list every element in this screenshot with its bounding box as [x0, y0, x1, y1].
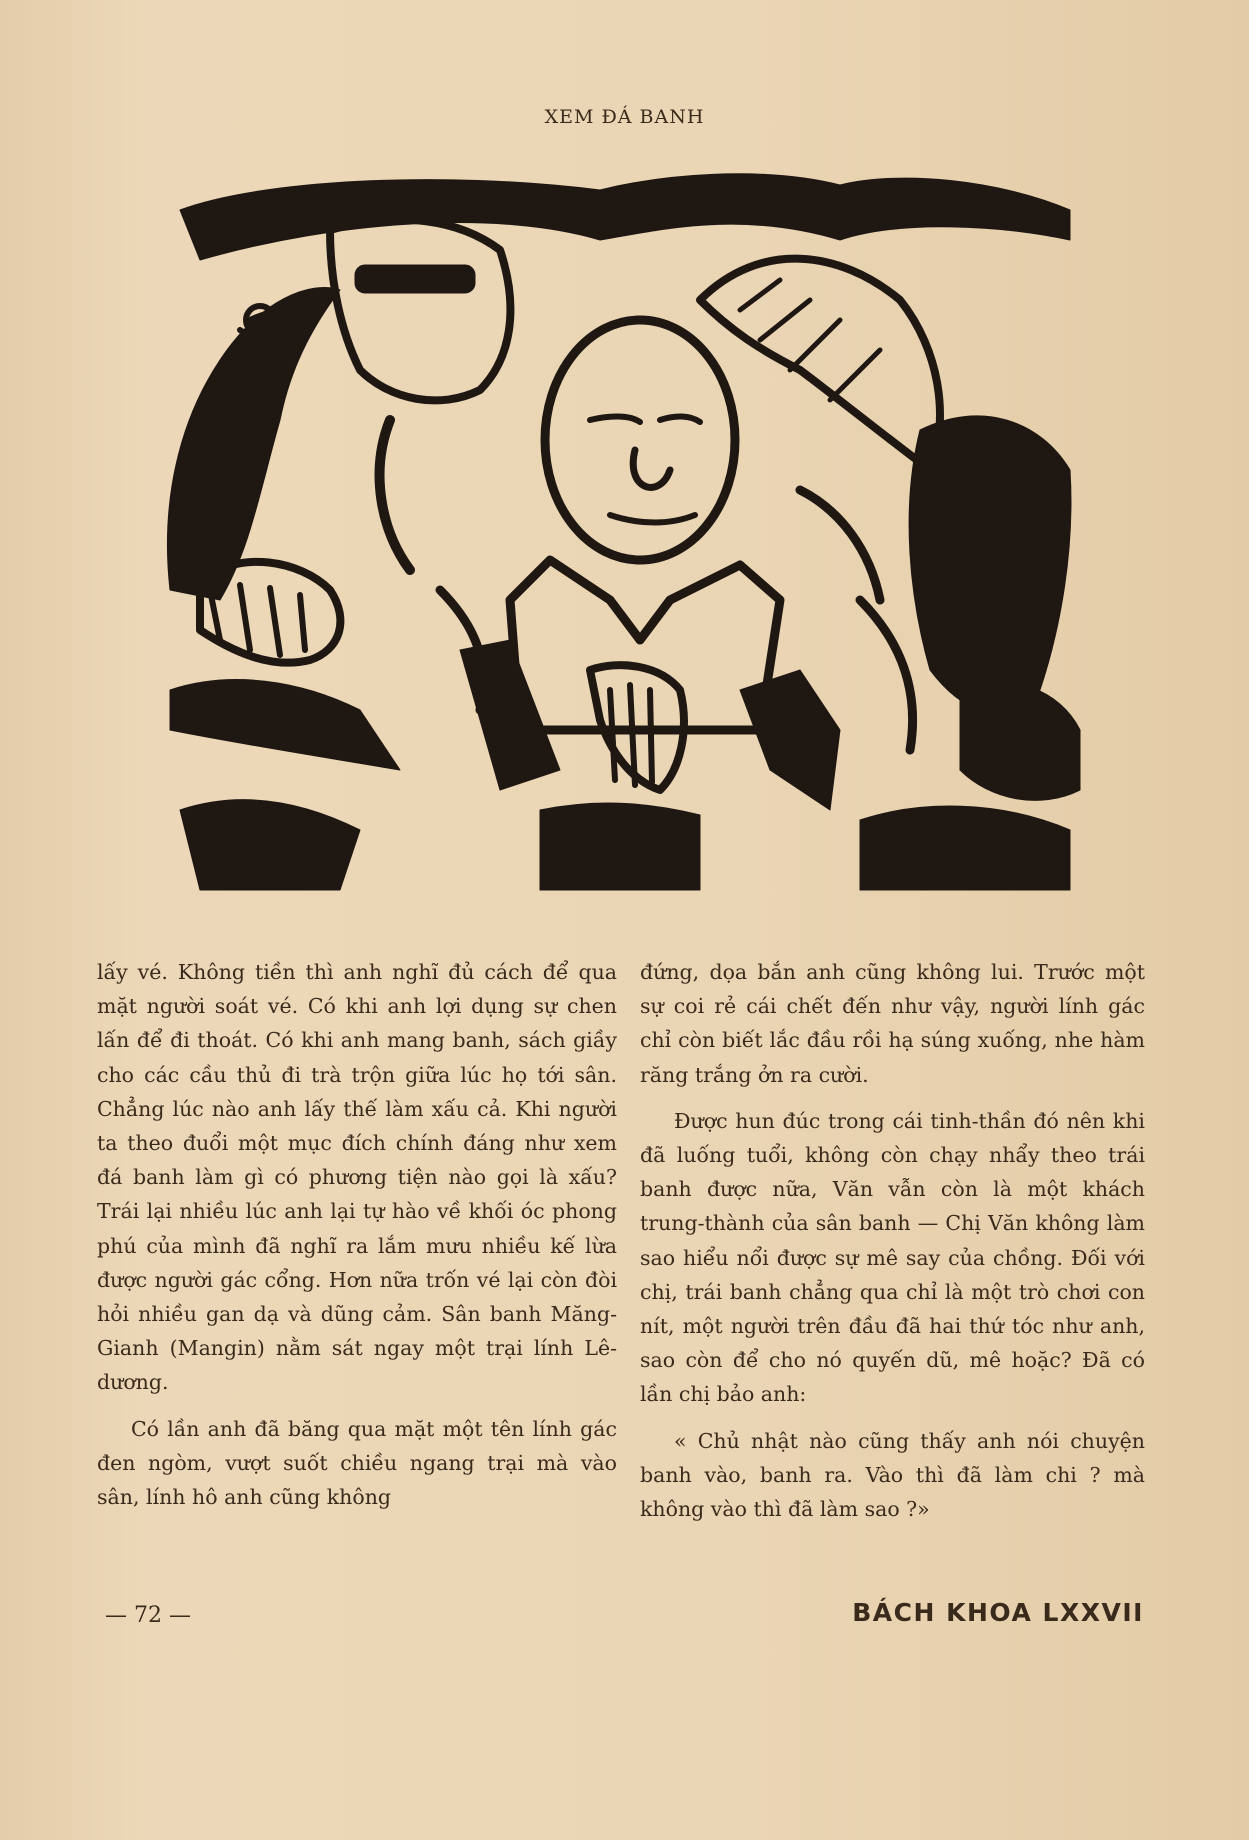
publication-name: BÁCH KHOA LXXVII — [852, 1598, 1144, 1627]
page-number: — 72 — — [105, 1603, 191, 1628]
right-column — [640, 955, 1145, 1526]
left-column — [97, 955, 617, 1514]
left-paragraph-1: lấy vé. Không tiền thì anh nghĩ đủ cách để qua mặt người soát vé. Có khi anh lợi dụng sự chen lấn để đi thoát. Có khi anh mang banh, sách giầy cho các cầu thủ đi trà trộn giữa lúc họ tới sân. Chẳng lúc nào anh lấy thế làm xấu cả. Khi người ta theo đuổi một mục đích chính đáng như xem đá banh làm gì có phương tiện nào gọi là xấu? Trái lại nhiều lúc anh lại tự hào về khối óc phong phú của mình đã nghĩ ra lắm mưu nhiều kế lừa được người gác cổng. Hơn nữa trốn vé lại còn đòi hỏi nhiều gan dạ và dũng cảm. Sân banh Măng-Gianh (Mangin) nằm sát ngay một trại lính Lê-dương. — [97, 960, 617, 1395]
running-header: XEM ĐÁ BANH — [544, 106, 705, 128]
right-paragraph-3: « Chủ nhật nào cũng thấy anh nói chuyện banh vào, banh ra. Vào thì đã làm chi ? mà không vào thì đã làm sao ?» — [640, 1428, 1145, 1522]
crowd-illustration — [140, 170, 1100, 900]
left-paragraph-2: Có lần anh đã băng qua mặt một tên lính gác đen ngòm, vượt suốt chiều ngang trại mà vào sân, lính hô anh cũng không — [97, 1416, 617, 1510]
right-paragraph-2: Được hun đúc trong cái tinh-thần đó nên khi đã luống tuổi, không còn chạy nhẩy theo trái banh được nữa, Văn vẫn còn là một khách trung-thành của sân banh — Chị Văn không làm sao hiểu nổi được sự mê say của chồng. Đối với chị, trái banh chẳng qua chỉ là một trò chơi con nít, một người trên đầu đã hai thứ tóc như anh, sao còn để cho nó quyến dũ, mê hoặc? Đã có lần chị bảo anh: — [640, 1108, 1145, 1407]
right-paragraph-1: đứng, dọa bắn anh cũng không lui. Trước một sự coi rẻ cái chết đến như vậy, người lính gác chỉ còn biết lắc đầu rồi hạ súng xuống, nhe hàm răng trắng ởn ra cười. — [640, 960, 1145, 1087]
